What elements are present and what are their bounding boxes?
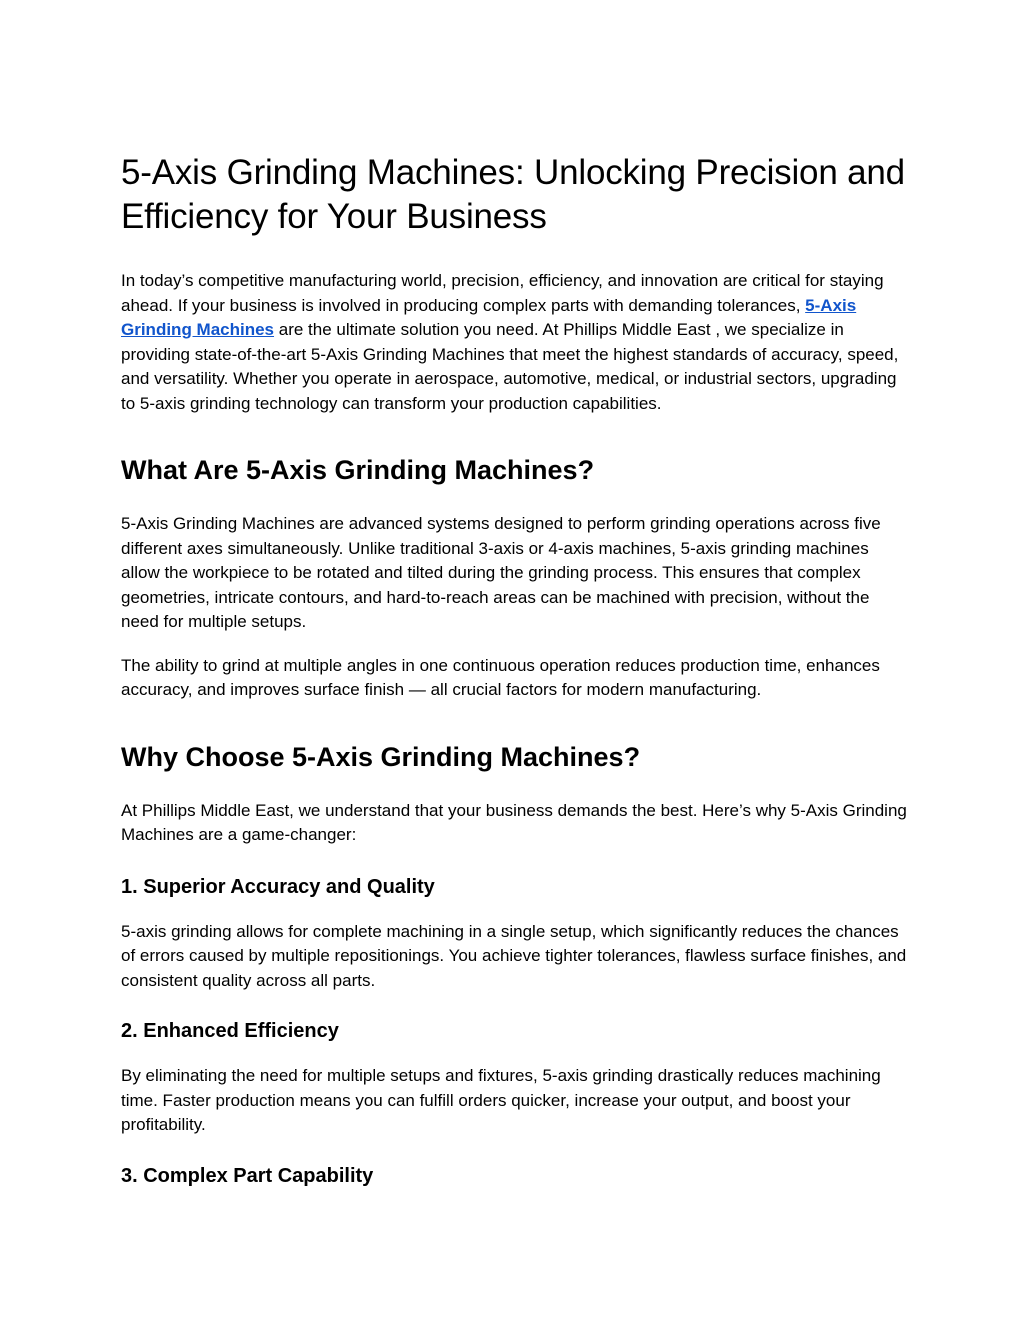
why-choose-paragraph: At Phillips Middle East, we understand that your business demands the best. Here’s why 5-Axis Grinding Machines are a game-changer: [121,800,907,844]
intro-text-after-link: are the ultimate solution you need. At Phillips Middle East , we specialize in providing state-of-the-art 5-Axis Grinding Machines that meet the highest standards of accuracy, speed, and versatility. Whether you operate in aerospace, automotive, medical, or industrial sectors, upgrading to 5-axis grinding technology can transform your production capabilities. [121,320,899,413]
what-are-paragraph-1: 5-Axis Grinding Machines are advanced systems designed to perform grinding operations across five different axes simultaneously. Unlike traditional 3-axis or 4-axis machines, 5-axis grinding machines allow the workpiece to be rotated and tilted during the grinding process. This ensures that complex geometries, intricate contours, and hard-to-reach areas can be machined with precision, without the need for multiple setups. [121,514,881,631]
efficiency-paragraph: By eliminating the need for multiple setups and fixtures, 5-axis grinding drastically reduces machining time. Faster production means you can fulfill orders quicker, increase your output, and boost your profitability. [121,1066,881,1134]
accuracy-paragraph: 5-axis grinding allows for complete machining in a single setup, which significantly reduces the chances of errors caused by multiple repositionings. You achieve tighter tolerances, flawless surface finishes, and consistent quality across all parts. [121,921,907,990]
subsection-heading-complex-part: 3. Complex Part Capability [121,1164,374,1187]
page-title: 5-Axis Grinding Machines: Unlocking Precision and Efficiency for Your Business [121,153,905,236]
section-heading-why-choose: Why Choose 5-Axis Grinding Machines? [121,741,641,772]
grinding-machines-link[interactable]: 5-Axis Grinding Machines [121,295,857,339]
subsection-heading-efficiency: 2. Enhanced Efficiency [121,1020,339,1042]
section-heading-what-are: What Are 5-Axis Grinding Machines? [121,455,595,485]
intro-paragraph [121,269,911,416]
document-page [121,151,911,1189]
what-are-paragraph-2: The ability to grind at multiple angles in one continuous operation reduces production time, enhances accuracy, and improves surface finish — all crucial factors for modern manufacturing. [121,655,880,699]
subsection-heading-accuracy: 1. Superior Accuracy and Quality [121,875,435,898]
intro-text-before-link: In today’s competitive manufacturing world, precision, efficiency, and innovation are critical for staying ahead. If your business is involved in producing complex parts with demanding tolerances, [121,271,884,315]
